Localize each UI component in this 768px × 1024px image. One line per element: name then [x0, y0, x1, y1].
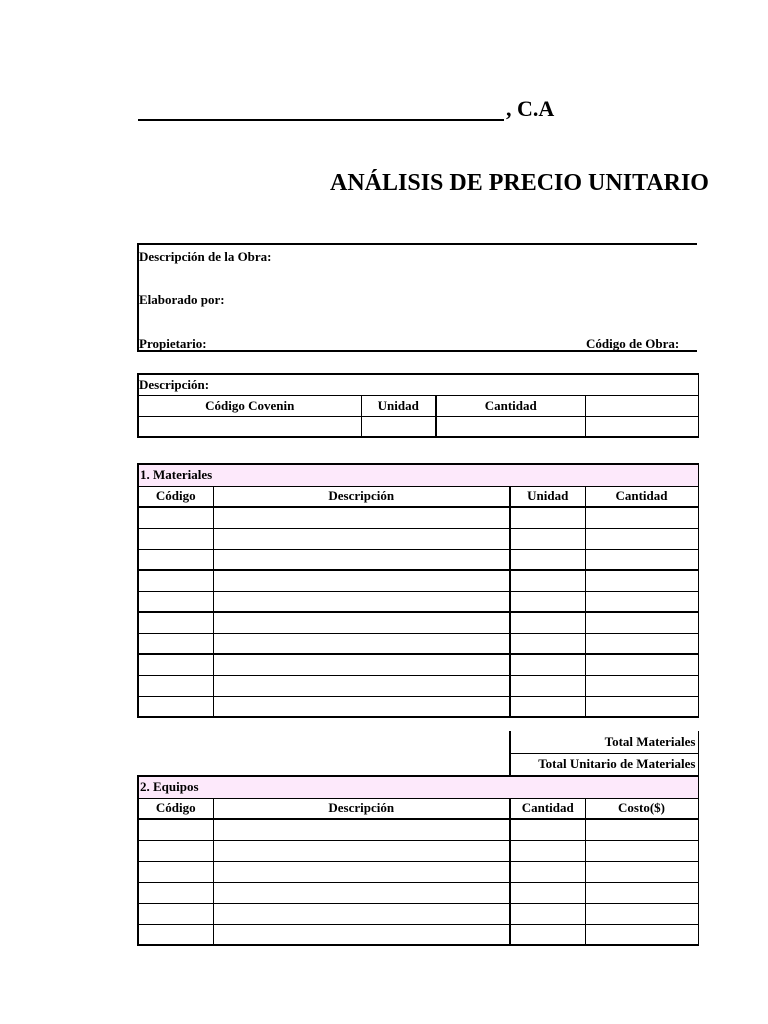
cell-codigo-covenin[interactable] [138, 416, 361, 437]
table-cell[interactable] [510, 570, 585, 591]
table-row[interactable] [138, 924, 213, 945]
table-cell[interactable] [213, 528, 510, 549]
cell-unidad[interactable] [361, 416, 436, 437]
table-cell[interactable] [510, 861, 585, 882]
table-cell[interactable] [213, 570, 510, 591]
table-cell[interactable] [585, 924, 698, 945]
eq-col-descripcion: Descripción [213, 798, 510, 819]
cell-extra[interactable] [585, 416, 698, 437]
propietario-label: Propietario: [139, 336, 207, 351]
table-row[interactable] [138, 549, 213, 570]
table-cell[interactable] [585, 675, 698, 696]
table-cell[interactable] [510, 882, 585, 903]
equipos-table [137, 775, 699, 946]
table-cell[interactable] [585, 612, 698, 633]
table-cell[interactable] [213, 861, 510, 882]
table-cell[interactable] [510, 612, 585, 633]
mat-col-codigo: Código [138, 486, 213, 507]
table-row[interactable] [138, 861, 213, 882]
table-cell[interactable] [585, 507, 698, 528]
eq-col-cantidad: Cantidad [510, 798, 585, 819]
item-info-table [137, 373, 699, 438]
table-cell[interactable] [585, 570, 698, 591]
table-cell[interactable] [510, 696, 585, 717]
table-cell[interactable] [213, 591, 510, 612]
eq-col-costo: Costo($) [585, 798, 698, 819]
materiales-table [137, 463, 699, 718]
table-cell[interactable] [510, 903, 585, 924]
table-cell[interactable] [213, 549, 510, 570]
project-info-frame [137, 243, 697, 352]
elaborado-por-label: Elaborado por: [139, 292, 225, 307]
table-cell[interactable] [585, 882, 698, 903]
table-cell[interactable] [585, 840, 698, 861]
table-cell[interactable] [510, 819, 585, 840]
table-cell[interactable] [213, 612, 510, 633]
materiales-section-title: 1. Materiales [138, 464, 698, 486]
table-cell[interactable] [510, 507, 585, 528]
document-title: ANÁLISIS DE PRECIO UNITARIO [330, 170, 709, 196]
table-cell[interactable] [213, 507, 510, 528]
table-row[interactable] [138, 675, 213, 696]
table-cell[interactable] [585, 861, 698, 882]
table-row[interactable] [138, 612, 213, 633]
descripcion-label: Descripción: [138, 374, 698, 395]
table-cell[interactable] [510, 924, 585, 945]
table-cell[interactable] [510, 591, 585, 612]
table-row[interactable] [138, 696, 213, 717]
eq-col-codigo: Código [138, 798, 213, 819]
table-cell[interactable] [585, 903, 698, 924]
table-cell[interactable] [585, 549, 698, 570]
table-cell[interactable] [213, 654, 510, 675]
table-row[interactable] [138, 882, 213, 903]
table-row[interactable] [138, 819, 213, 840]
table-cell[interactable] [213, 840, 510, 861]
table-cell[interactable] [213, 924, 510, 945]
table-cell[interactable] [585, 654, 698, 675]
total-unitario-materiales-label: Total Unitario de Materiales [510, 753, 698, 775]
company-suffix: , C.A [506, 96, 555, 121]
table-cell[interactable] [510, 549, 585, 570]
total-materiales-label: Total Materiales [510, 731, 698, 753]
table-cell[interactable] [213, 819, 510, 840]
col-unidad: Unidad [361, 395, 436, 416]
table-cell[interactable] [585, 591, 698, 612]
mat-col-unidad: Unidad [510, 486, 585, 507]
table-row[interactable] [138, 633, 213, 654]
table-cell[interactable] [585, 819, 698, 840]
col-empty [585, 395, 698, 416]
table-cell[interactable] [585, 633, 698, 654]
company-name-blank [138, 119, 504, 121]
table-cell[interactable] [510, 840, 585, 861]
equipos-section-title: 2. Equipos [138, 776, 698, 798]
table-cell[interactable] [510, 633, 585, 654]
table-cell[interactable] [510, 528, 585, 549]
mat-col-cantidad: Cantidad [585, 486, 698, 507]
col-cantidad: Cantidad [436, 395, 585, 416]
table-row[interactable] [138, 903, 213, 924]
table-cell[interactable] [585, 528, 698, 549]
table-cell[interactable] [213, 882, 510, 903]
materiales-totals [509, 731, 699, 776]
table-row[interactable] [138, 570, 213, 591]
descripcion-obra-label: Descripción de la Obra: [139, 249, 272, 264]
table-cell[interactable] [213, 633, 510, 654]
table-row[interactable] [138, 528, 213, 549]
col-codigo-covenin: Código Covenin [138, 395, 361, 416]
table-row[interactable] [138, 507, 213, 528]
table-cell[interactable] [510, 654, 585, 675]
table-row[interactable] [138, 591, 213, 612]
table-cell[interactable] [213, 696, 510, 717]
table-cell[interactable] [510, 675, 585, 696]
table-cell[interactable] [585, 696, 698, 717]
table-row[interactable] [138, 840, 213, 861]
table-row[interactable] [138, 654, 213, 675]
table-cell[interactable] [213, 903, 510, 924]
table-cell[interactable] [213, 675, 510, 696]
cell-cantidad[interactable] [436, 416, 585, 437]
codigo-obra-label: Código de Obra: [586, 336, 680, 351]
mat-col-descripcion: Descripción [213, 486, 510, 507]
